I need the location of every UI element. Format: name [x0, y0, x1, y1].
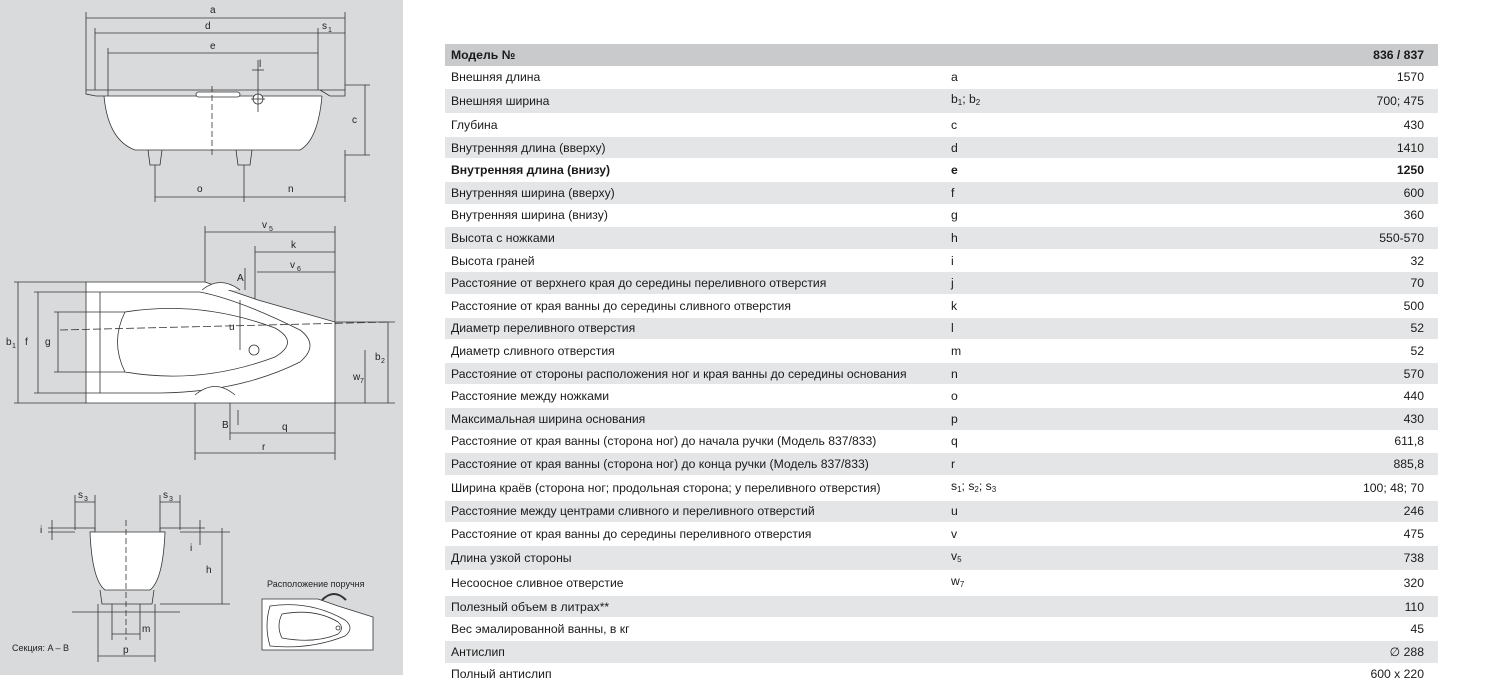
specification-table [445, 44, 1438, 686]
table-row [445, 523, 1438, 546]
table-row [445, 453, 1438, 476]
label-s3-left-sub: 3 [84, 496, 88, 503]
symbol-letter: o [951, 389, 958, 404]
header-symbol [945, 44, 1305, 66]
label-v6: v [290, 260, 295, 271]
header-model-value: 836 / 837 [1305, 44, 1438, 66]
symbol-letter: f [951, 185, 955, 200]
label-h: h [206, 565, 212, 576]
row-symbol [945, 66, 1305, 89]
table-row [445, 272, 1438, 295]
row-symbol [945, 204, 1305, 227]
table-row [445, 385, 1438, 408]
row-label: Расстояние от края ванны (сторона ног) до начала ручки (Модель 837/833) [445, 430, 945, 453]
row-value: ∅ 288 [1305, 641, 1438, 664]
row-label: Ширина краёв (сторона ног; продольная сторона; у переливного отверстия) [445, 475, 945, 500]
label-k: k [291, 240, 296, 251]
symbol-letter: w [951, 573, 960, 588]
symbol-letter: h [951, 230, 958, 245]
table-row [445, 181, 1438, 204]
label-v5-sub: 5 [269, 226, 273, 233]
row-symbol [945, 362, 1305, 385]
table-header-row [445, 44, 1438, 66]
handle-location-caption: Расположение поручня [267, 579, 365, 589]
header-label: Модель № [445, 44, 945, 66]
label-B: B [222, 420, 229, 431]
table-row [445, 430, 1438, 453]
row-symbol [945, 430, 1305, 453]
row-label: Максимальная ширина основания [445, 407, 945, 430]
table-row [445, 227, 1438, 250]
label-w7-sub: 7 [360, 378, 364, 385]
table-row [445, 595, 1438, 618]
symbol-letter: j [951, 276, 954, 291]
label-o: o [197, 184, 203, 195]
table-row [445, 362, 1438, 385]
label-n: n [288, 184, 294, 195]
symbol-letter: q [951, 434, 958, 449]
symbol-letter: a [951, 70, 958, 85]
label-p: p [123, 645, 129, 656]
row-symbol [945, 618, 1305, 641]
row-symbol [945, 453, 1305, 476]
symbol-subscript: 5 [957, 554, 962, 564]
label-s1-sub: 1 [328, 27, 332, 34]
label-r: r [262, 442, 266, 453]
row-symbol [945, 159, 1305, 182]
row-label: Диаметр сливного отверстия [445, 340, 945, 363]
row-value: 1250 [1305, 159, 1438, 182]
label-i-right: i [190, 543, 193, 554]
table-row [445, 204, 1438, 227]
label-v6-sub: 6 [297, 266, 301, 273]
symbol-letter: c [951, 117, 958, 132]
row-symbol [945, 500, 1305, 523]
symbol-subscript: 1 [957, 484, 962, 494]
table-row [445, 475, 1438, 500]
table-row [445, 136, 1438, 159]
symbol-letter: p [951, 411, 958, 426]
label-s3-right-sub: 3 [169, 496, 173, 503]
row-label: Высота с ножками [445, 227, 945, 250]
label-g: g [45, 337, 51, 348]
symbol-letter: k [951, 298, 958, 313]
row-label: Длина узкой стороны [445, 545, 945, 570]
label-m: m [142, 624, 151, 635]
table-row [445, 570, 1438, 595]
symbol-letter: v [951, 527, 958, 542]
row-label: Полезный объем в литрах** [445, 595, 945, 618]
section-caption: Секция: A – B [12, 643, 70, 653]
row-value: 700; 475 [1305, 89, 1438, 114]
row-value: 885,8 [1305, 453, 1438, 476]
symbol-letter: ; s [978, 478, 992, 493]
table-row [445, 663, 1438, 686]
label-w7: w [353, 372, 361, 383]
row-label: Расстояние от стороны расположения ног и края ванны до середины основания [445, 362, 945, 385]
symbol-letter: ; s [961, 478, 975, 493]
symbol-letter: r [951, 456, 956, 471]
symbol-letter: i [951, 253, 954, 268]
row-value: 475 [1305, 523, 1438, 546]
table-row [445, 249, 1438, 272]
row-label: Несоосное сливное отверстие [445, 570, 945, 595]
row-symbol [945, 545, 1305, 570]
symbol-letter: d [951, 140, 958, 155]
row-symbol [945, 294, 1305, 317]
label-s3-left: s [78, 490, 83, 501]
plan-view [14, 226, 395, 460]
table-row [445, 294, 1438, 317]
row-value: 320 [1305, 570, 1438, 595]
symbol-letter: e [951, 163, 958, 178]
row-value: 600 x 220 [1305, 663, 1438, 686]
label-b1: b [6, 337, 12, 348]
symbol-letter: u [951, 504, 958, 519]
row-value: 100; 48; 70 [1305, 475, 1438, 500]
symbol-subscript: 1 [957, 98, 963, 108]
row-label: Внутренняя длина (внизу) [445, 159, 945, 182]
row-symbol [945, 663, 1305, 686]
symbol-letter: g [951, 208, 958, 223]
symbol-subscript: 2 [975, 98, 981, 108]
symbol-letter: n [951, 366, 958, 381]
row-label: Расстояние между центрами сливного и переливного отверстий [445, 500, 945, 523]
symbol-letter: s [951, 478, 958, 493]
row-label: Внутренняя ширина (вверху) [445, 181, 945, 204]
symbol-letter: v [951, 548, 958, 563]
symbol-letter: b [951, 92, 958, 107]
row-label: Расстояние от края ванны (сторона ног) до конца ручки (Модель 837/833) [445, 453, 945, 476]
row-label: Вес эмалированной ванны, в кг [445, 618, 945, 641]
side-elevation-view [86, 12, 370, 202]
table-row [445, 317, 1438, 340]
row-label: Расстояние от края ванны до середины переливного отверстия [445, 523, 945, 546]
row-symbol [945, 249, 1305, 272]
row-symbol [945, 227, 1305, 250]
label-c: c [352, 115, 357, 126]
row-value: 1410 [1305, 136, 1438, 159]
row-symbol [945, 595, 1305, 618]
label-a: a [210, 5, 216, 16]
row-value: 550-570 [1305, 227, 1438, 250]
label-f: f [25, 337, 28, 348]
symbol-letter: m [951, 343, 962, 358]
row-label: Антислип [445, 641, 945, 664]
row-label: Внешняя ширина [445, 89, 945, 114]
row-value: 1570 [1305, 66, 1438, 89]
table-row [445, 89, 1438, 114]
row-value: 70 [1305, 272, 1438, 295]
table-row [445, 618, 1438, 641]
row-symbol [945, 385, 1305, 408]
row-value: 500 [1305, 294, 1438, 317]
row-symbol [945, 340, 1305, 363]
technical-drawing-panel [0, 0, 403, 675]
row-label: Полный антислип [445, 663, 945, 686]
label-q: q [282, 422, 288, 433]
label-b2: b [375, 352, 381, 363]
table-row [445, 641, 1438, 664]
row-value: 360 [1305, 204, 1438, 227]
label-A: A [237, 273, 244, 284]
row-symbol [945, 136, 1305, 159]
row-symbol [945, 114, 1305, 137]
table-row [445, 407, 1438, 430]
label-s3-right: s [163, 490, 168, 501]
row-label: Диаметр переливного отверстия [445, 317, 945, 340]
row-label: Глубина [445, 114, 945, 137]
row-value: 600 [1305, 181, 1438, 204]
label-v5: v [262, 220, 267, 231]
row-label: Расстояние от края ванны до середины сливного отверстия [445, 294, 945, 317]
row-symbol [945, 570, 1305, 595]
label-e: e [210, 41, 216, 52]
row-value: 570 [1305, 362, 1438, 385]
table-row [445, 500, 1438, 523]
section-view [48, 495, 230, 662]
handle-location-view [262, 594, 373, 650]
symbol-letter: ; b [962, 92, 976, 107]
row-value: 246 [1305, 500, 1438, 523]
row-label: Внутренняя ширина (внизу) [445, 204, 945, 227]
symbol-subscript: 7 [959, 579, 965, 589]
row-label: Расстояние от верхнего края до середины переливного отверстия [445, 272, 945, 295]
label-b2-sub: 2 [381, 358, 385, 365]
row-symbol [945, 181, 1305, 204]
row-symbol [945, 272, 1305, 295]
row-label: Расстояние между ножками [445, 385, 945, 408]
row-symbol [945, 89, 1305, 114]
table-row [445, 340, 1438, 363]
label-b1-sub: 1 [12, 343, 16, 350]
row-value: 52 [1305, 340, 1438, 363]
row-value: 440 [1305, 385, 1438, 408]
row-value: 32 [1305, 249, 1438, 272]
row-symbol [945, 407, 1305, 430]
label-d: d [205, 21, 211, 32]
label-l: l [259, 59, 262, 70]
row-value: 738 [1305, 545, 1438, 570]
symbol-subscript: 3 [991, 484, 997, 494]
row-value: 430 [1305, 114, 1438, 137]
row-value: 52 [1305, 317, 1438, 340]
row-symbol [945, 475, 1305, 500]
row-label: Высота граней [445, 249, 945, 272]
row-value: 430 [1305, 407, 1438, 430]
table-row [445, 66, 1438, 89]
row-value: 110 [1305, 595, 1438, 618]
table-row [445, 545, 1438, 570]
row-label: Внешняя длина [445, 66, 945, 89]
symbol-subscript: 2 [974, 484, 979, 494]
technical-drawing [0, 0, 403, 675]
table-row [445, 159, 1438, 182]
label-s1: s [322, 21, 327, 32]
row-symbol [945, 317, 1305, 340]
row-value: 611,8 [1305, 430, 1438, 453]
row-value: 45 [1305, 618, 1438, 641]
table-row [445, 114, 1438, 137]
row-symbol [945, 641, 1305, 664]
label-u: u [229, 322, 235, 333]
row-label: Внутренняя длина (вверху) [445, 136, 945, 159]
label-i-left: i [40, 525, 43, 536]
symbol-letter: l [951, 321, 954, 336]
row-symbol [945, 523, 1305, 546]
